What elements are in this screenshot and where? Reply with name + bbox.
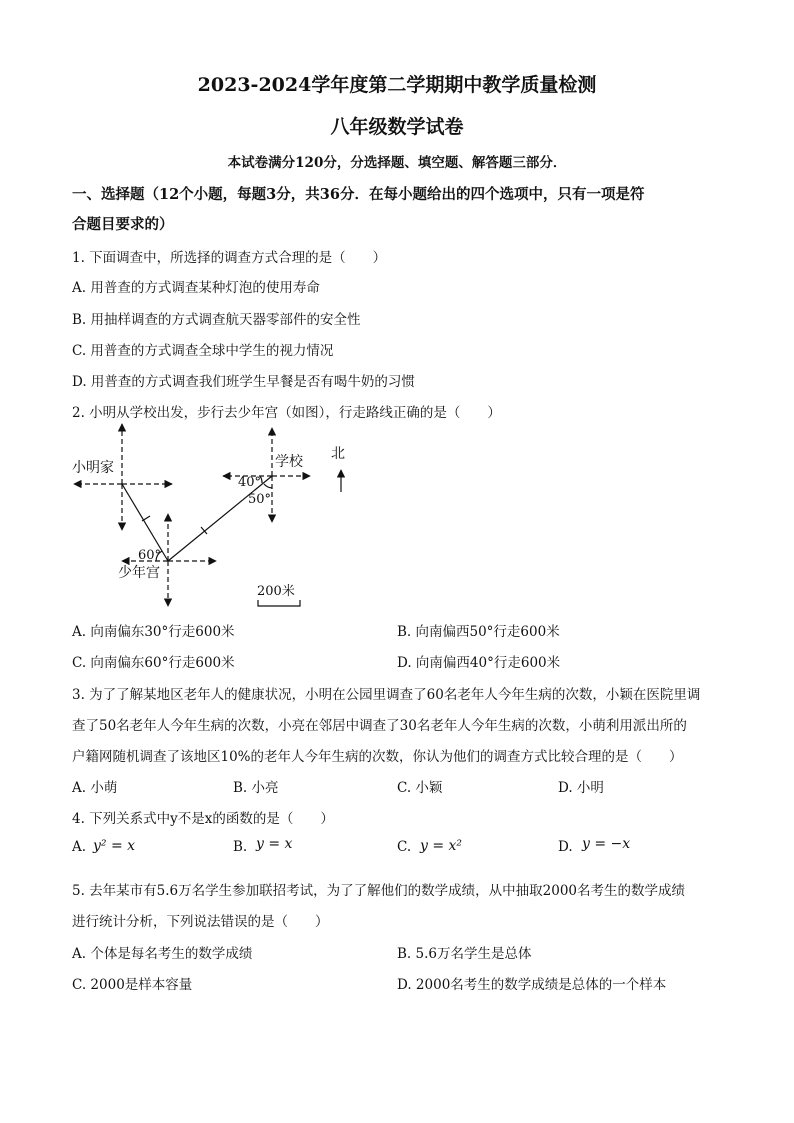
q2-option-c: C. 向南偏东60°行走600米: [72, 655, 235, 671]
q1-stem: 1. 下面调查中，所选择的调查方式合理的是（ ）: [72, 250, 387, 266]
exam-note: 本试卷满分120分，分选择题、填空题、解答题三部分．: [227, 155, 567, 171]
scale-bar: [258, 600, 300, 606]
q4-option-c-expr: y = x²: [420, 838, 463, 854]
label-north: 北: [331, 446, 345, 462]
q4-option-a-label: A.: [72, 839, 87, 855]
q5-option-a: A. 个体是每名考生的数学成绩: [72, 946, 253, 962]
q5-option-b: B. 5.6万名学生是总体: [397, 946, 532, 962]
label-scale: 200米: [257, 584, 295, 599]
q3-option-d: D. 小明: [558, 780, 604, 796]
exam-subtitle: 八年级数学试卷: [330, 116, 464, 138]
q4-option-c-label: C.: [397, 839, 412, 855]
q1-option-c: C. 用普查的方式调查全球中学生的视力情况: [72, 343, 334, 359]
q2-stem: 2. 小明从学校出发，步行去少年宫（如图），行走路线正确的是（ ）: [72, 405, 501, 421]
q3-option-a: A. 小萌: [72, 780, 118, 796]
q1-option-b: B. 用抽样调查的方式调查航天器零部件的安全性: [72, 312, 361, 328]
label-angle-60: 60°: [138, 548, 162, 563]
q5-line2: 进行统计分析，下列说法错误的是（ ）: [72, 914, 329, 930]
section-heading-line1: 一、选择题（12个小题，每题3分，共36分．在每小题给出的四个选项中，只有一项是符: [72, 186, 645, 203]
q4-option-a-expr: y² = x: [93, 838, 136, 854]
section-heading-line2: 合题目要求的）: [72, 216, 174, 233]
q1-option-a: A. 用普查的方式调查某种灯泡的使用寿命: [72, 280, 320, 296]
label-angle-40: 40°: [238, 475, 262, 490]
q4-stem: 4. 下列关系式中y不是x的函数的是（ ）: [72, 811, 334, 827]
q4-option-b-expr: y = x: [256, 836, 293, 852]
q4-option-b-label: B.: [233, 839, 248, 855]
q1-option-d: D. 用普查的方式调查我们班学生早餐是否有喝牛奶的习惯: [72, 374, 415, 390]
q2-option-b: B. 向南偏西50°行走600米: [397, 624, 560, 640]
q4-option-d-expr: y = −x: [582, 836, 631, 852]
q3-option-c: C. 小颖: [397, 780, 443, 796]
q2-option-a: A. 向南偏东30°行走600米: [72, 624, 235, 640]
exam-title: 2023-2024学年度第二学期期中教学质量检测: [197, 74, 597, 96]
school-compass-cross: [223, 428, 310, 522]
q3-line1: 3. 为了了解某地区老年人的健康状况，小明在公园里调查了60名老年人今年生病的次数，小颖在医院里调: [72, 687, 701, 703]
label-school: 学校: [275, 454, 303, 470]
label-palace: 少年宫: [118, 565, 160, 581]
q3-line3: 户籍网随机调查了该地区10%的老年人今年生病的次数，你认为他们的调查方式比较合理的是（ ）: [72, 749, 683, 765]
q5-option-c: C. 2000是样本容量: [72, 977, 193, 993]
q5-line1: 5. 去年某市有5.6万名学生参加联招考试，为了了解他们的数学成绩，从中抽取2000名考生的数学成绩: [72, 883, 685, 899]
label-home: 小明家: [72, 460, 114, 476]
q4-option-d-label: D.: [558, 839, 573, 855]
q3-option-b: B. 小亮: [233, 780, 279, 796]
home-compass-cross: [74, 424, 172, 530]
q2-direction-diagram: [60, 420, 380, 615]
label-angle-50: 50°: [248, 492, 272, 507]
q5-option-d: D. 2000名考生的数学成绩是总体的一个样本: [397, 977, 667, 993]
q3-line2: 查了50名老年人今年生病的次数，小亮在邻居中调查了30名老年人今年生病的次数，小萌利用派出所的: [72, 718, 687, 734]
q2-option-d: D. 向南偏西40°行走600米: [397, 655, 561, 671]
